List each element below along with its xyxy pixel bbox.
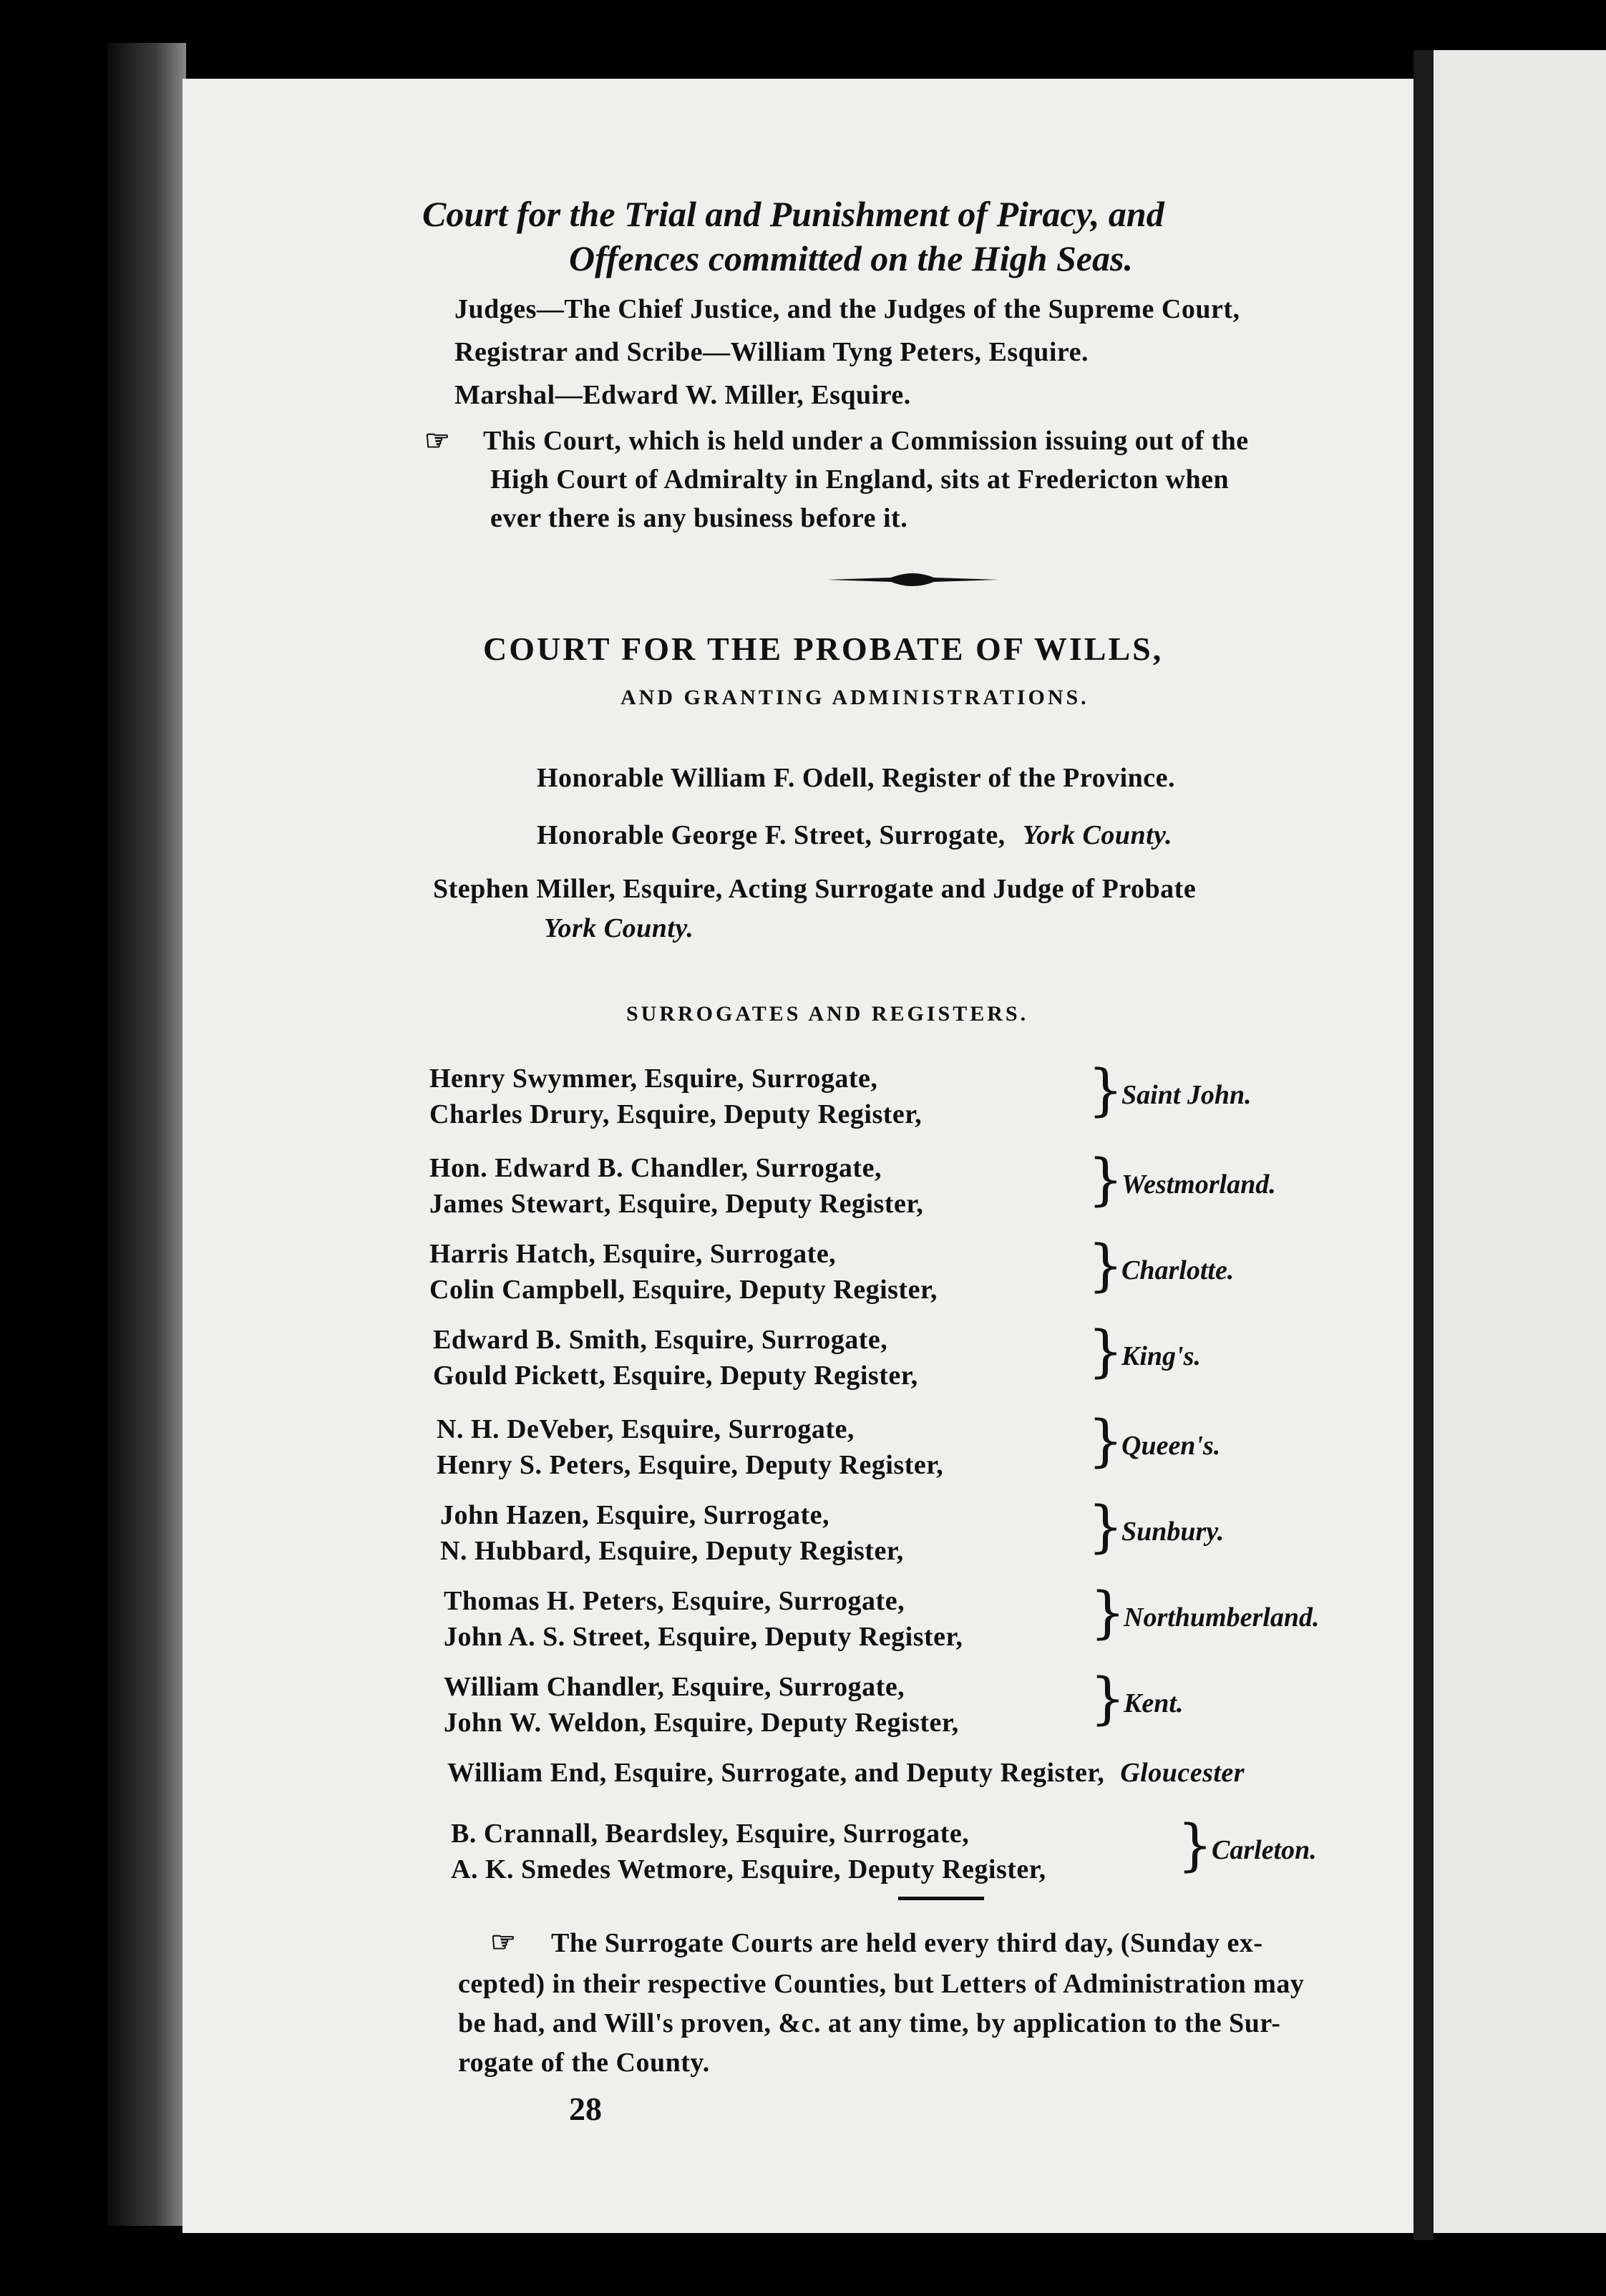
- piracy-title-line1: Court for the Trial and Punishment of Piracy, and: [422, 194, 1164, 234]
- piracy-note-line3: ever there is any business before it.: [490, 503, 908, 533]
- piracy-judges: Judges—The Chief Justice, and the Judges of the Supreme Court,: [454, 294, 1240, 324]
- deputy-register-name: Charles Drury, Esquire, Deputy Register,: [429, 1099, 923, 1129]
- county-label: Kent.: [1124, 1688, 1184, 1718]
- county-label: Charlotte.: [1121, 1255, 1235, 1285]
- surrogate-name: Thomas H. Peters, Esquire, Surrogate,: [444, 1586, 905, 1616]
- deputy-register-name: John W. Weldon, Esquire, Deputy Register,: [444, 1708, 959, 1738]
- county-label: Northumberland.: [1124, 1602, 1320, 1633]
- county-label: Westmorland.: [1121, 1169, 1276, 1200]
- surrogate-name: Harris Hatch, Esquire, Surrogate,: [429, 1239, 837, 1269]
- piracy-title-line2: Offences committed on the High Seas.: [569, 238, 1133, 278]
- surrogate-name: John Hazen, Esquire, Surrogate,: [440, 1500, 830, 1530]
- document-page: [182, 79, 1413, 2233]
- brace-icon: }: [1090, 1667, 1126, 1731]
- surrogate-name: Hon. Edward B. Chandler, Surrogate,: [429, 1153, 882, 1183]
- surrogate-name: Henry Swymmer, Esquire, Surrogate,: [429, 1064, 878, 1094]
- deputy-register-name: Gould Pickett, Esquire, Deputy Register,: [433, 1361, 918, 1391]
- probate-surrogate-county: York County.: [1022, 820, 1173, 850]
- page-number: 28: [569, 2091, 602, 2127]
- piracy-note-line1: This Court, which is held under a Commission issuing out of the: [483, 426, 1249, 456]
- surrogates-heading: SURROGATES AND REGISTERS.: [626, 1002, 1029, 1026]
- deputy-register-name: James Stewart, Esquire, Deputy Register,: [429, 1189, 924, 1219]
- probate-surrogate: Honorable George F. Street, Surrogate,: [537, 820, 1006, 850]
- county-label: Queen's.: [1121, 1431, 1221, 1461]
- brace-icon: }: [1090, 1581, 1126, 1645]
- piracy-registrar: Registrar and Scribe—William Tyng Peters, Esquire.: [454, 337, 1089, 367]
- gloucester-line: [447, 1757, 1245, 1789]
- footnote-line1: The Surrogate Courts are held every third day, (Sunday ex-: [551, 1928, 1263, 1958]
- probate-acting-line2: York County.: [544, 913, 694, 943]
- surrogate-name: N. H. DeVeber, Esquire, Surrogate,: [437, 1414, 855, 1444]
- pointing-hand-icon: ☞: [490, 1926, 516, 1958]
- surrogate-name: B. Crannall, Beardsley, Esquire, Surrogate,: [451, 1819, 970, 1849]
- probate-acting-line1: Stephen Miller, Esquire, Acting Surrogate and Judge of Probate: [433, 874, 1197, 904]
- deputy-register-name: John A. S. Street, Esquire, Deputy Register,: [444, 1622, 963, 1652]
- brace-icon: }: [1088, 1320, 1124, 1384]
- deputy-register-name: A. K. Smedes Wetmore, Esquire, Deputy Register,: [451, 1854, 1046, 1884]
- deputy-register-name: N. Hubbard, Esquire, Deputy Register,: [440, 1536, 904, 1566]
- county-label: Sunbury.: [1121, 1517, 1225, 1547]
- gloucester-surrogate: William End, Esquire, Surrogate, and Deputy Register,: [447, 1758, 1105, 1788]
- brace-icon: }: [1088, 1234, 1124, 1298]
- footnote-line2: cepted) in their respective Counties, but Letters of Administration may: [458, 1969, 1305, 1999]
- county-label: King's.: [1121, 1341, 1201, 1371]
- pointing-hand-icon: ☞: [424, 424, 450, 457]
- deputy-register-name: Colin Campbell, Esquire, Deputy Register,: [429, 1275, 938, 1305]
- short-rule: [898, 1897, 984, 1900]
- county-label: Saint John.: [1121, 1080, 1252, 1110]
- surrogate-name: William Chandler, Esquire, Surrogate,: [444, 1672, 905, 1702]
- brace-icon: }: [1088, 1495, 1124, 1560]
- deputy-register-name: Henry S. Peters, Esquire, Deputy Register,: [437, 1450, 944, 1480]
- probate-title: COURT FOR THE PROBATE OF WILLS,: [483, 631, 1164, 667]
- facing-page-edge: [1430, 50, 1606, 2233]
- brace-icon: }: [1177, 1814, 1213, 1878]
- county-label: Carleton.: [1212, 1835, 1317, 1865]
- probate-register: Honorable William F. Odell, Register of the Province.: [537, 763, 1176, 793]
- binding-shadow: [107, 43, 186, 2226]
- probate-subtitle: AND GRANTING ADMINISTRATIONS.: [620, 686, 1089, 709]
- page-gutter: [1413, 50, 1434, 2240]
- surrogate-name: Edward B. Smith, Esquire, Surrogate,: [433, 1325, 888, 1355]
- footnote-line3: be had, and Will's proven, &c. at any time, by application to the Sur-: [458, 2008, 1281, 2038]
- ornamental-divider: [827, 569, 998, 590]
- brace-icon: }: [1088, 1409, 1124, 1474]
- brace-icon: }: [1088, 1148, 1124, 1212]
- piracy-note-line2: High Court of Admiralty in England, sits at Fredericton when: [490, 464, 1230, 495]
- brace-icon: }: [1088, 1059, 1124, 1123]
- piracy-marshal: Marshal—Edward W. Miller, Esquire.: [454, 380, 911, 410]
- gloucester-county: Gloucester: [1120, 1758, 1245, 1788]
- footnote-line4: rogate of the County.: [458, 2048, 710, 2078]
